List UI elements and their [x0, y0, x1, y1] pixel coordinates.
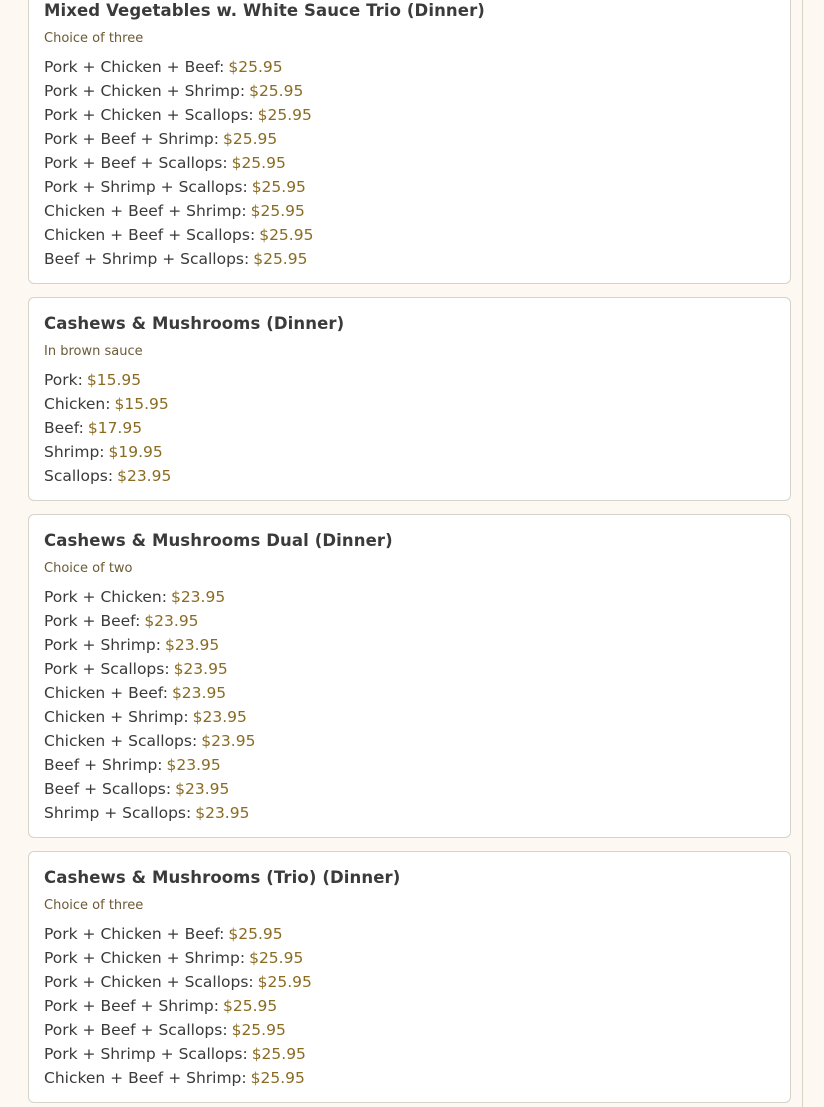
menu-section: [28, 514, 791, 838]
item-label: Pork:: [44, 371, 83, 389]
item-price: $25.95: [231, 154, 286, 172]
menu-item[interactable]: [44, 946, 775, 970]
item-label: Pork + Scallops:: [44, 660, 170, 678]
item-price: $23.95: [166, 756, 221, 774]
menu-item[interactable]: [44, 1042, 775, 1066]
item-price: $17.95: [87, 419, 143, 437]
item-label: Pork + Shrimp + Scallops:: [44, 1045, 248, 1063]
item-price: $23.95: [201, 732, 256, 750]
menu-items: [44, 55, 775, 271]
item-label: Pork + Chicken + Beef:: [44, 58, 225, 76]
item-label: Pork + Beef + Shrimp:: [44, 997, 219, 1015]
item-price: $25.95: [250, 1069, 305, 1087]
menu-item[interactable]: [44, 416, 775, 440]
item-label: Chicken + Shrimp:: [44, 708, 189, 726]
item-price: $25.95: [251, 178, 306, 196]
menu-item[interactable]: [44, 392, 775, 416]
menu-item[interactable]: [44, 55, 775, 79]
menu-item[interactable]: [44, 199, 775, 223]
item-price: $15.95: [114, 395, 169, 413]
menu-item[interactable]: [44, 585, 775, 609]
section-title: Cashews & Mushrooms (Trio) (Dinner): [44, 868, 401, 887]
menu-item[interactable]: [44, 127, 775, 151]
menu-item[interactable]: [44, 777, 775, 801]
item-price: $25.95: [231, 1021, 286, 1039]
menu-item[interactable]: [44, 633, 775, 657]
item-price: $25.95: [257, 106, 312, 124]
item-price: $23.95: [117, 467, 172, 485]
item-price: $23.95: [192, 708, 247, 726]
item-label: Pork + Chicken + Scallops:: [44, 106, 254, 124]
item-label: Pork + Shrimp + Scallops:: [44, 178, 248, 196]
item-price: $19.95: [108, 443, 163, 461]
item-price: $25.95: [222, 997, 278, 1015]
item-label: Pork + Shrimp:: [44, 636, 161, 654]
item-price: $25.95: [228, 925, 283, 943]
item-label: Chicken + Beef + Shrimp:: [44, 1069, 247, 1087]
menu-item[interactable]: [44, 970, 775, 994]
section-title: Mixed Vegetables w. White Sauce Trio (Dinner): [44, 1, 485, 20]
menu-item[interactable]: [44, 151, 775, 175]
item-price: $23.95: [144, 612, 199, 630]
item-price: $25.95: [222, 130, 278, 148]
section-subtitle: Choice of two: [44, 561, 133, 576]
item-price: $23.95: [195, 804, 250, 822]
menu-items: [44, 585, 775, 825]
item-label: Pork + Beef + Shrimp:: [44, 130, 219, 148]
menu-item[interactable]: [44, 1066, 775, 1090]
menu-item[interactable]: [44, 994, 775, 1018]
menu-item[interactable]: [44, 79, 775, 103]
item-label: Beef + Shrimp:: [44, 756, 163, 774]
item-label: Pork + Chicken + Shrimp:: [44, 949, 246, 967]
item-price: $23.95: [173, 660, 228, 678]
page-divider: [802, 0, 803, 1107]
menu-section: [28, 0, 791, 284]
item-label: Beef + Shrimp + Scallops:: [44, 250, 250, 268]
item-label: Pork + Chicken + Shrimp:: [44, 82, 246, 100]
menu-item[interactable]: [44, 753, 775, 777]
menu-items: [44, 368, 775, 488]
menu-item[interactable]: [44, 922, 775, 946]
item-label: Pork + Beef + Scallops:: [44, 1021, 228, 1039]
item-label: Shrimp + Scallops:: [44, 804, 192, 822]
item-price: $25.95: [259, 226, 314, 244]
item-price: $15.95: [86, 371, 142, 389]
item-price: $23.95: [170, 588, 226, 606]
item-label: Pork + Chicken + Beef:: [44, 925, 225, 943]
item-price: $25.95: [249, 82, 304, 100]
item-price: $25.95: [250, 202, 305, 220]
item-price: $25.95: [249, 949, 304, 967]
item-label: Chicken + Beef + Shrimp:: [44, 202, 247, 220]
section-subtitle: Choice of three: [44, 31, 144, 46]
item-label: Chicken + Beef:: [44, 684, 168, 702]
item-label: Pork + Chicken:: [44, 588, 167, 606]
item-price: $23.95: [175, 780, 230, 798]
item-label: Chicken + Beef + Scallops:: [44, 226, 256, 244]
item-label: Pork + Beef:: [44, 612, 141, 630]
menu-item[interactable]: [44, 103, 775, 127]
section-title: Cashews & Mushrooms Dual (Dinner): [44, 531, 393, 550]
menu-item[interactable]: [44, 247, 775, 271]
section-title: Cashews & Mushrooms (Dinner): [44, 314, 345, 333]
menu-items: [44, 922, 775, 1090]
menu-item[interactable]: [44, 609, 775, 633]
item-label: Chicken:: [44, 395, 111, 413]
menu-item[interactable]: [44, 223, 775, 247]
item-label: Pork + Beef + Scallops:: [44, 154, 228, 172]
item-price: $25.95: [228, 58, 283, 76]
item-price: $25.95: [257, 973, 312, 991]
item-label: Pork + Chicken + Scallops:: [44, 973, 254, 991]
item-price: $23.95: [164, 636, 220, 654]
item-label: Scallops:: [44, 467, 114, 485]
item-price: $25.95: [253, 250, 308, 268]
section-subtitle: Choice of three: [44, 898, 144, 913]
item-label: Shrimp:: [44, 443, 105, 461]
item-label: Beef:: [44, 419, 84, 437]
menu-section: [28, 297, 791, 501]
menu-item[interactable]: [44, 681, 775, 705]
section-subtitle: In brown sauce: [44, 344, 143, 359]
item-label: Beef + Scallops:: [44, 780, 172, 798]
item-price: $23.95: [171, 684, 227, 702]
item-label: Chicken + Scallops:: [44, 732, 198, 750]
menu-list: [28, 0, 791, 1107]
menu-item[interactable]: [44, 729, 775, 753]
menu-item[interactable]: [44, 440, 775, 464]
menu-item[interactable]: [44, 368, 775, 392]
menu-item[interactable]: [44, 175, 775, 199]
menu-section: [28, 851, 791, 1103]
menu-item[interactable]: [44, 801, 775, 825]
menu-item[interactable]: [44, 705, 775, 729]
menu-item[interactable]: [44, 1018, 775, 1042]
menu-item[interactable]: [44, 657, 775, 681]
menu-item[interactable]: [44, 464, 775, 488]
item-price: $25.95: [251, 1045, 306, 1063]
